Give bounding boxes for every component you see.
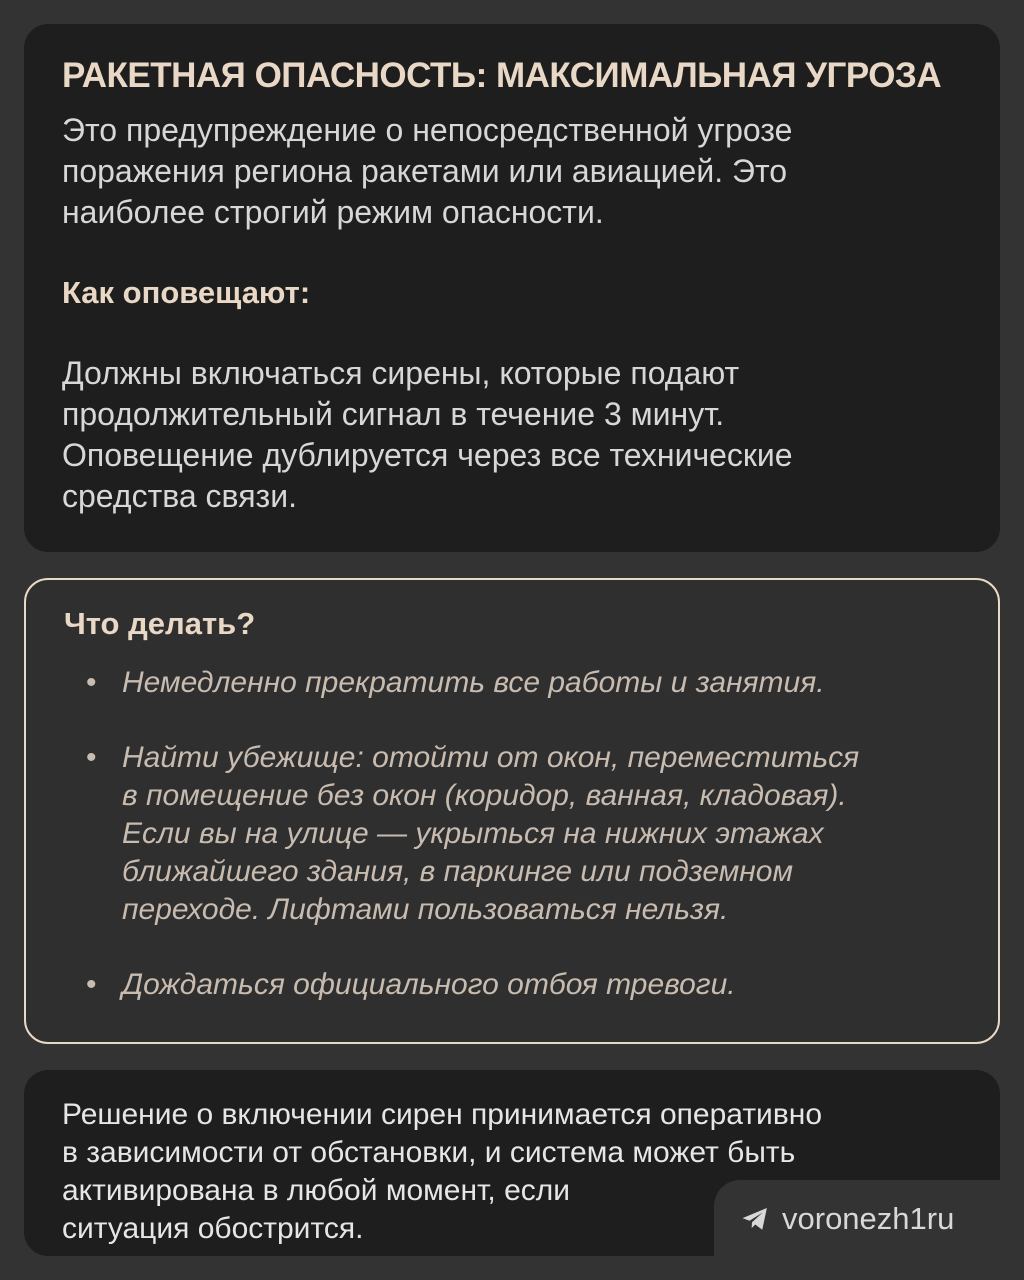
source-badge[interactable] <box>714 1180 1004 1258</box>
step-line: Если вы на улице — укрыться на нижних этажах <box>122 817 824 850</box>
bullet: • <box>86 968 97 1001</box>
alert-title: РАКЕТНАЯ ОПАСНОСТЬ: МАКСИМАЛЬНАЯ УГРОЗА <box>62 56 942 95</box>
step-line: переходе. Лифтами пользоваться нельзя. <box>122 893 729 926</box>
how-notified-title: Как оповещают: <box>62 275 311 310</box>
footer-line: активирована в любой момент, если <box>62 1174 571 1207</box>
intro-line: поражения региона ракетами или авиацией. Это <box>62 153 788 189</box>
how-notified-text <box>62 353 962 517</box>
what-to-do-title: Что делать? <box>64 606 256 641</box>
footer-line: Решение о включении сирен принимается оперативно <box>62 1098 823 1131</box>
steps-list <box>64 664 960 1004</box>
alert-intro <box>62 110 962 233</box>
step-line: Немедленно прекратить все работы и занятия. <box>122 666 825 699</box>
bullet: • <box>86 741 97 774</box>
intro-line: наиболее строгий режим опасности. <box>62 194 604 230</box>
what-to-do-card <box>24 578 1000 1044</box>
step-line: в помещение без окон (коридор, ванная, кладовая). <box>122 779 847 812</box>
how-line: средства связи. <box>62 478 297 514</box>
list-item <box>64 739 960 929</box>
how-line: продолжительный сигнал в течение 3 минут. <box>62 396 725 432</box>
list-item <box>64 966 960 1004</box>
how-line: Оповещение дублируется через все технические <box>62 437 793 473</box>
footer-line: в зависимости от обстановки, и система может быть <box>62 1136 796 1169</box>
source-label: voronezh1ru <box>782 1201 955 1236</box>
step-line: Найти убежище: отойти от окон, переместиться <box>122 741 860 774</box>
list-item <box>64 664 960 702</box>
step-line: Дождаться официального отбоя тревоги. <box>122 968 736 1001</box>
footer-line: ситуация обострится. <box>62 1212 364 1245</box>
how-line: Должны включаться сирены, которые подают <box>62 355 740 391</box>
intro-line: Это предупреждение о непосредственной угрозе <box>62 112 793 148</box>
alert-card <box>24 24 1000 552</box>
step-line: ближайшего здания, в паркинге или подземном <box>122 855 794 888</box>
telegram-icon <box>740 1204 770 1234</box>
bullet: • <box>86 666 97 699</box>
